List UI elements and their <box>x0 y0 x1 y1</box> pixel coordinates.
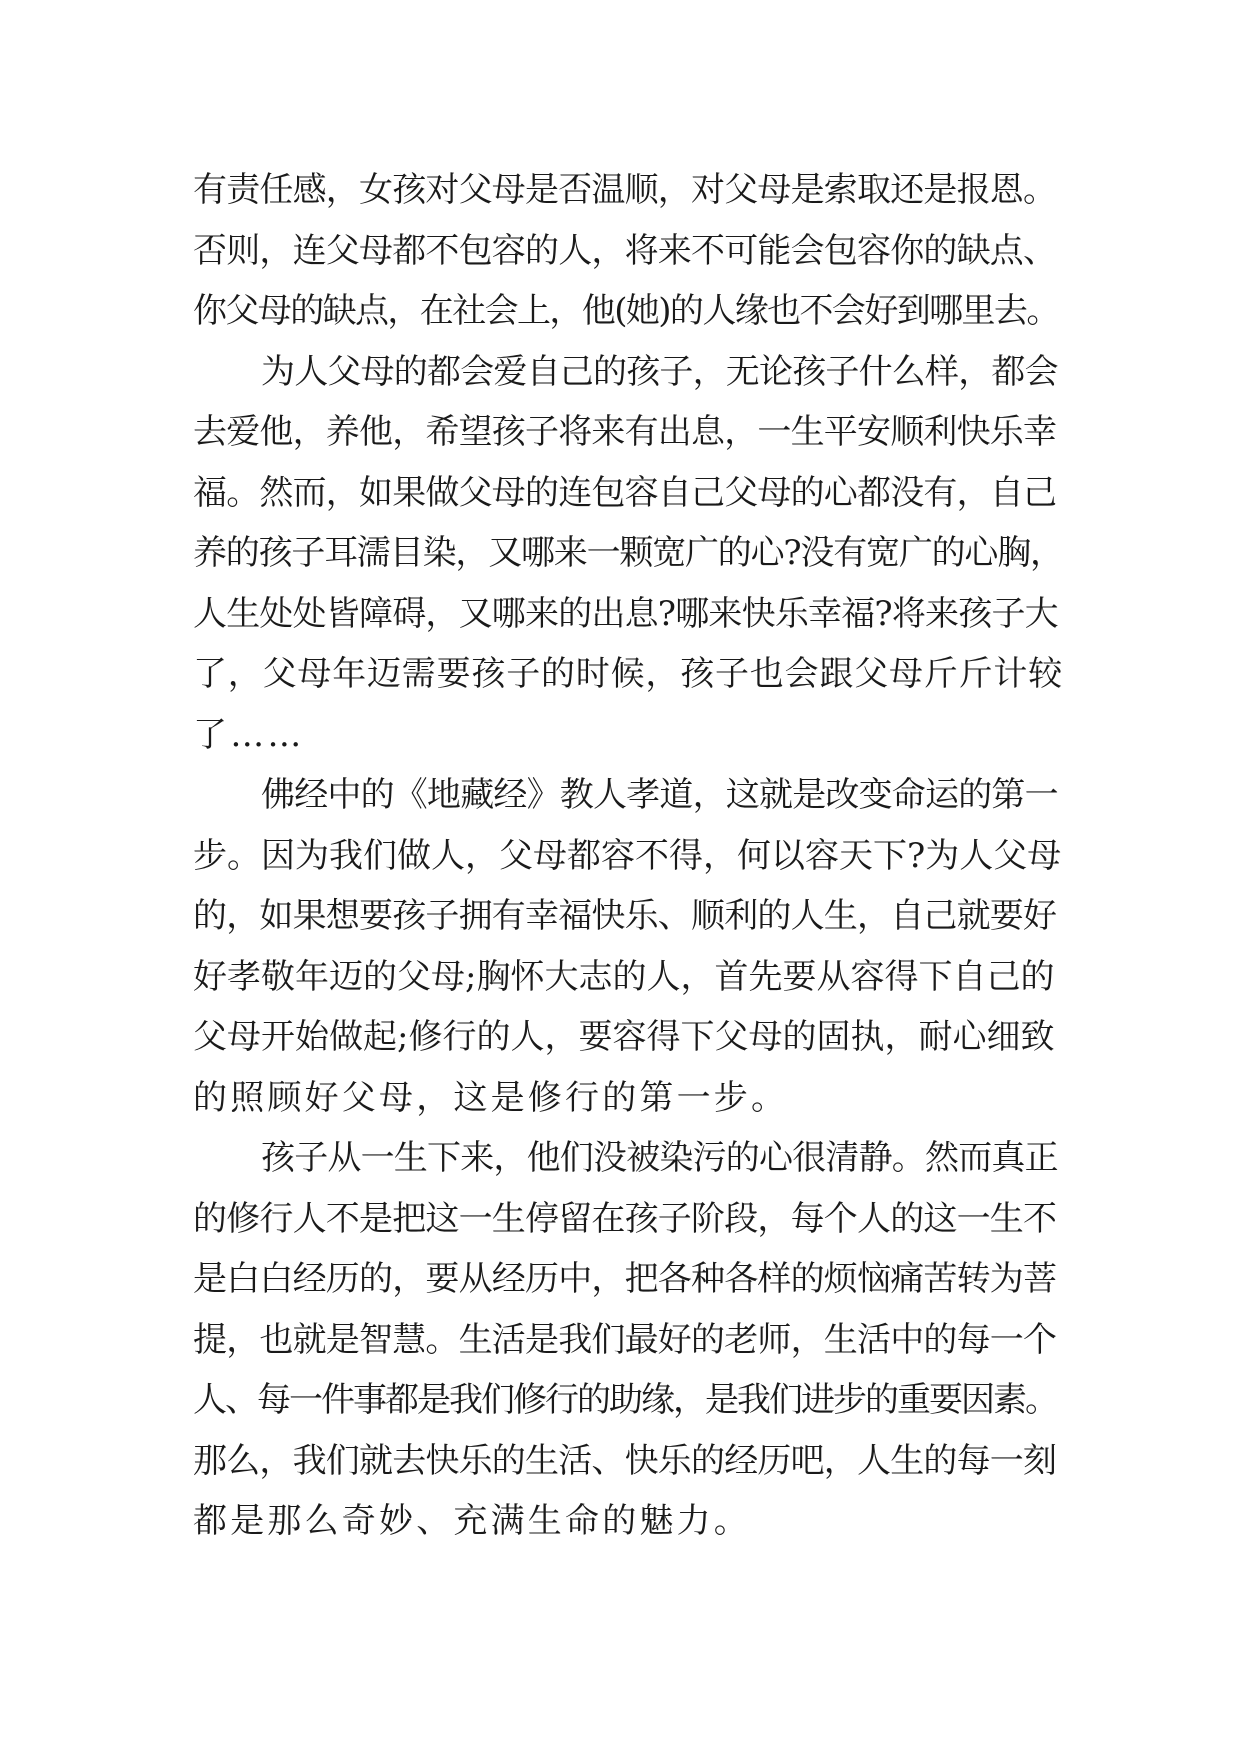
body-text <box>193 160 1063 1552</box>
text-line: 福。然而，如果做父母的连包容自己父母的心都没有，自己 <box>193 472 1057 513</box>
text-line: 是白白经历的，要从经历中，把各种各样的烦恼痛苦转为菩 <box>193 1259 1057 1299</box>
paragraph-first-line: 孩子从一生下来，他们没被染污的心很清静。然而真正 <box>261 1138 1058 1178</box>
text-line: 养的孩子耳濡目染，又哪来一颗宽广的心?没有宽广的心胸， <box>193 533 1063 573</box>
text-line: 你父母的缺点，在社会上，他(她)的人缘也不会好到哪里去。 <box>193 291 1059 331</box>
text-line: 好孝敬年迈的父母;胸怀大志的人，首先要从容得下自己的 <box>193 956 1055 997</box>
text-line: 了…… <box>193 714 305 755</box>
text-line: 人生处处皆障碍，又哪来的出息?哪来快乐幸福?将来孩子大 <box>193 593 1058 634</box>
text-line: 那么，我们就去快乐的生活、快乐的经历吧，人生的每一刻 <box>193 1440 1057 1481</box>
text-line: 去爱他，养他，希望孩子将来有出息，一生平安顺利快乐幸 <box>193 412 1057 452</box>
text-line: 的照顾好父母，这是修行的第一步。 <box>193 1077 789 1118</box>
text-line: 有责任感，女孩对父母是否温顺，对父母是索取还是报恩。 <box>193 170 1057 210</box>
text-line: 人、每一件事都是我们修行的助缘，是我们进步的重要因素。 <box>193 1380 1057 1420</box>
text-line: 否则，连父母都不包容的人，将来不可能会包容你的缺点、 <box>193 230 1057 271</box>
text-line: 的修行人不是把这一生停留在孩子阶段，每个人的这一生不 <box>193 1198 1057 1239</box>
text-line: 了，父母年迈需要孩子的时候，孩子也会跟父母斤斤计较 <box>193 654 1063 694</box>
paragraph-first-line: 佛经中的《地藏经》教人孝道，这就是改变命运的第一 <box>261 775 1058 815</box>
text-line: 都是那么奇妙、充满生命的魅力。 <box>193 1501 751 1541</box>
text-line: 提，也就是智慧。生活是我们最好的老师，生活中的每一个 <box>193 1319 1057 1360</box>
paragraph-first-line: 为人父母的都会爱自己的孩子，无论孩子什么样，都会 <box>261 351 1058 392</box>
text-line: 步。因为我们做人，父母都容不得，何以容天下?为人父母 <box>193 835 1062 876</box>
text-line: 父母开始做起;修行的人，要容得下父母的固执，耐心细致 <box>193 1017 1055 1057</box>
text-line: 的，如果想要孩子拥有幸福快乐、顺利的人生，自己就要好 <box>193 896 1057 936</box>
